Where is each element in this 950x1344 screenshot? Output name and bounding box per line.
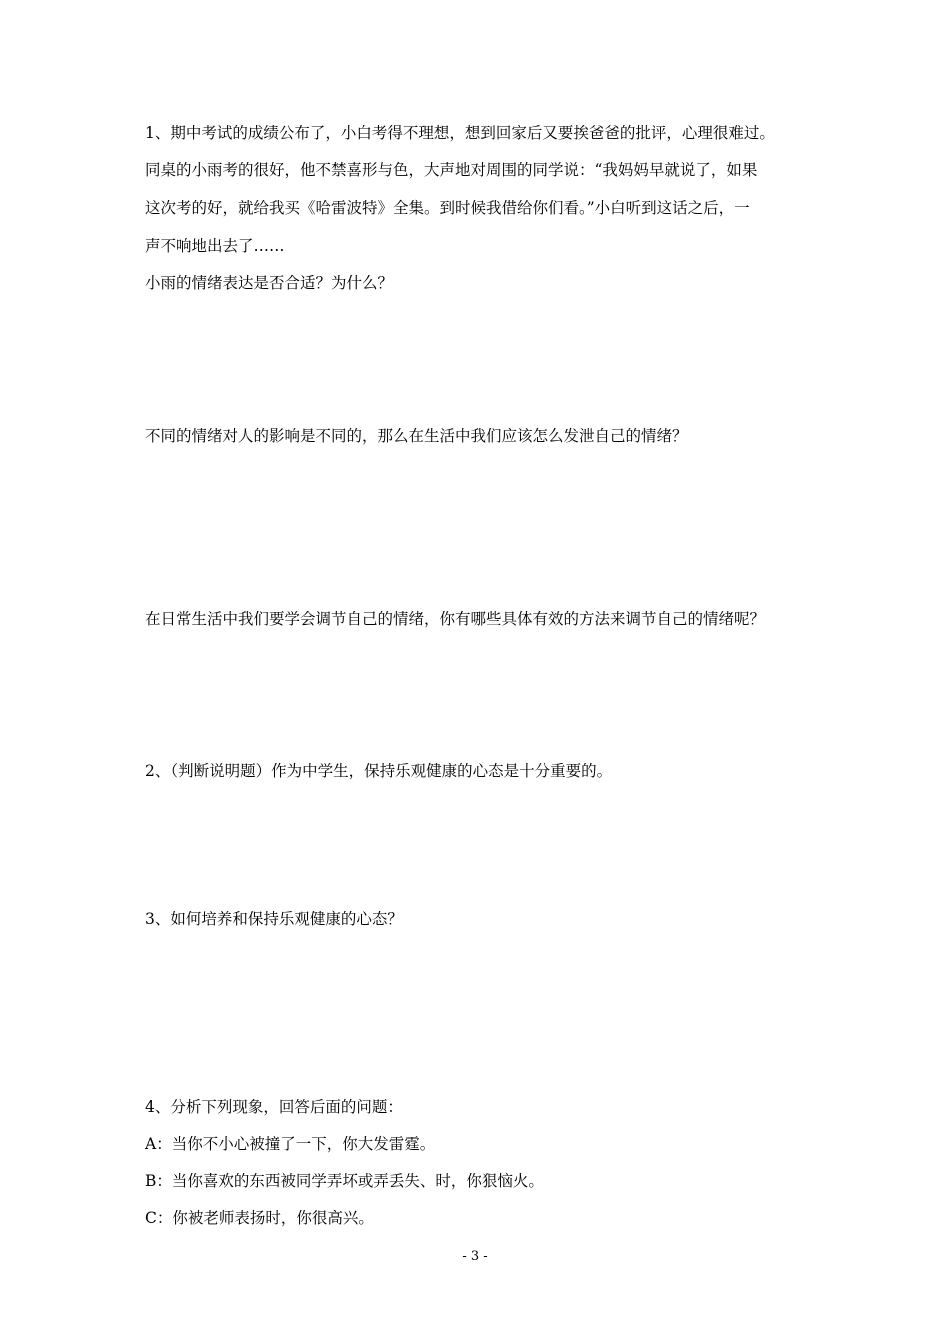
q1-paragraph-line-1: 1、期中考试的成绩公布了，小白考得不理想，想到回家后又要挨爸爸的批评，心理很难过。 bbox=[145, 124, 775, 142]
question-4-option-a: A：当你不小心被撞了一下，你大发雷霆。 bbox=[145, 1135, 436, 1153]
question-2: 2、（判断说明题）作为中学生，保持乐观健康的心态是十分重要的。 bbox=[145, 762, 613, 780]
q1-question-b: 不同的情绪对人的影响是不同的，那么在生活中我们应该怎么发泄自己的情绪？ bbox=[145, 427, 688, 445]
question-4-option-b: B：当你喜欢的东西被同学弄坏或弄丢失、时，你狠恼火。 bbox=[145, 1172, 544, 1190]
q1-question-c: 在日常生活中我们要学会调节自己的情绪，你有哪些具体有效的方法来调节自己的情绪呢？ bbox=[145, 610, 766, 628]
q1-paragraph-line-2: 同桌的小雨考的很好，他不禁喜形与色，大声地对周围的同学说：“我妈妈早就说了，如果 bbox=[145, 161, 758, 179]
q1-question-a: 小雨的情绪表达是否合适？为什么？ bbox=[145, 274, 394, 292]
question-4-option-c: C：你被老师表扬时，你很高兴。 bbox=[145, 1209, 374, 1227]
question-4-stem: 4、分析下列现象，回答后面的问题： bbox=[145, 1098, 403, 1116]
q1-paragraph-line-3: 这次考的好，就给我买《哈雷波特》全集。到时候我借给你们看。”小白听到这话之后，一 bbox=[145, 199, 750, 217]
page-number: - 3 - bbox=[462, 1249, 488, 1264]
q1-paragraph-line-4: 声不响地出去了…… bbox=[145, 237, 285, 255]
question-3: 3、如何培养和保持乐观健康的心态？ bbox=[145, 910, 403, 928]
